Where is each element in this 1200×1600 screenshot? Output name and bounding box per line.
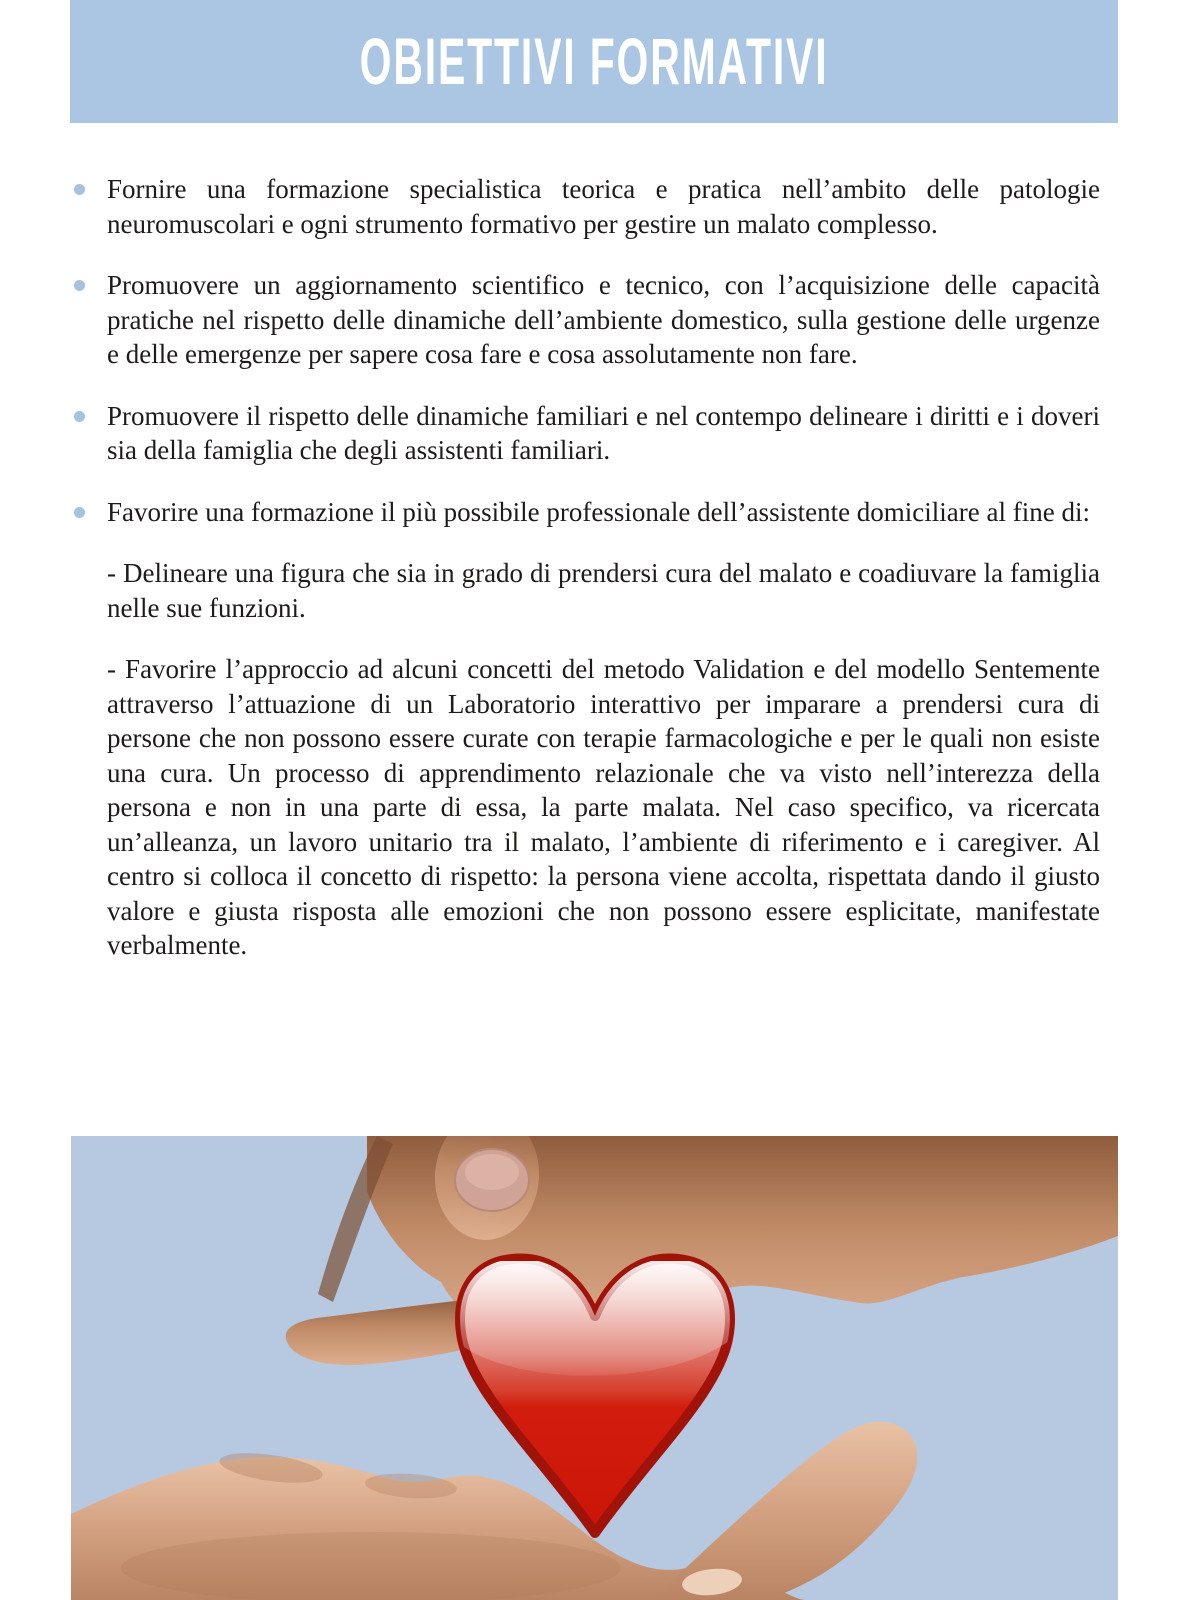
sub-item-text: - Delineare una figura che sia in grado di prendersi cura del malato e coadiuvare la famiglia nelle sue funzioni. xyxy=(107,558,1100,623)
bullet-text: Promuovere un aggiornamento scientifico e tecnico, con l’acquisizione delle capacità pratiche nel rispetto delle dinamiche dell’ambiente domestico, sulla gestione delle urgenze e delle emergenze per sapere cosa fare e cosa assolutamente non fare. xyxy=(107,270,1100,369)
bullet-dot-icon xyxy=(74,280,85,291)
content-body xyxy=(71,172,1100,990)
bullet-text: Promuovere il rispetto delle dinamiche familiari e nel contempo delineare i diritti e i doveri sia della famiglia che degli assistenti familiari. xyxy=(107,400,1100,465)
bullet-item xyxy=(71,495,1100,530)
hands-heart-illustration xyxy=(71,1136,1118,1600)
bullet-list xyxy=(71,172,1100,529)
bullet-item xyxy=(71,399,1100,468)
bullet-item xyxy=(71,268,1100,372)
page-title: OBIETTIVI FORMATIVI xyxy=(359,24,829,98)
bullet-text: Fornire una formazione specialistica teorica e pratica nell’ambito delle patologie neuromuscolari e ogni strumento formativo per gestire un malato complesso. xyxy=(107,174,1100,239)
bullet-dot-icon xyxy=(74,507,85,518)
bullet-item xyxy=(71,172,1100,241)
sub-item-text: - Favorire l’approccio ad alcuni concetti del metodo Validation e del modello Sentemente attraverso l’attuazione di un Laboratorio interattivo per imparare a prendersi cura di persone che non possono essere curate con terapie farmacologiche e per le quali non esiste una cura. Un processo di apprendimento relazionale che va visto nell’interezza della persona e non in una parte di essa, la parte malata. Nel caso specifico, va ricercata un’alleanza, un lavoro unitario tra il malato, l’ambiente di riferimento e i caregiver. Al centro si colloca il concetto di rispetto: la persona viene accolta, rispettata dando il giusto valore e giusta risposta alle emozioni che non possono essere esplicitate, manifestate verbalmente. xyxy=(107,654,1100,960)
bullet-text: Favorire una formazione il più possibile professionale dell’assistente domiciliare al fine di: xyxy=(107,496,1090,527)
title-banner xyxy=(70,0,1118,123)
bullet-dot-icon xyxy=(74,411,85,422)
bullet-dot-icon xyxy=(74,184,85,195)
hands-heart-photo xyxy=(71,1136,1118,1600)
